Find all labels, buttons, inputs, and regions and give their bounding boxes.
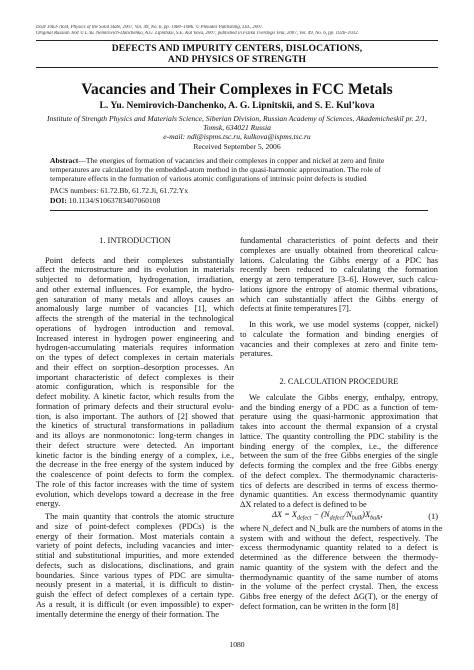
abstract-line: —The energies of formation of vacancies and their complexes in copper and nickel at zero and finite bbox=[78, 156, 385, 165]
text-line: Point defects and their complexes substantially bbox=[45, 255, 234, 265]
text-line: which can substantially affect the Gibbs energy of bbox=[240, 294, 438, 304]
text-line: of the defect complex. The thermodynamic characteris- bbox=[240, 470, 438, 480]
text-line: operations of hydrogen introduction and removal. bbox=[36, 323, 234, 333]
text-line: and other external influences. For example, the hydro- bbox=[36, 284, 234, 294]
text-line: and their effect on sorption–desorption processes. An bbox=[36, 362, 234, 372]
text-line: Gibbs free energy of the defect ΔG(T), or the energy of bbox=[240, 592, 438, 601]
text-line: tics of defects are described in terms of excess thermo- bbox=[240, 480, 438, 490]
text-line: affects the strength of the material in the technological bbox=[36, 314, 234, 323]
text-line: stitial and substitutional impurities, and more extended bbox=[36, 551, 234, 560]
text-line: thermodynamic quantity of the same number of atoms bbox=[240, 572, 438, 582]
text-line: between the sum of the free Gibbs energies of the single bbox=[240, 451, 438, 461]
right-column bbox=[240, 236, 443, 612]
text-line: In this work, we use model systems (copper, nickel) bbox=[249, 320, 438, 329]
text-line: namic quantity of the system with the defect and the bbox=[240, 562, 438, 572]
pacs-numbers: PACS numbers: 61.72.Bb, 61.72.Ji, 61.72.Yx bbox=[50, 186, 189, 195]
text-line: takes into account the thermal expansion of a crystal bbox=[240, 422, 438, 431]
text-line: lations. Calculating the Gibbs energy of a PDC has bbox=[240, 255, 438, 265]
text-line: excess thermodynamic quantity related to a defect is bbox=[240, 543, 438, 553]
text-line: recently been reduced to calculating the formation bbox=[240, 265, 438, 275]
text-line: to calculate the formation and binding energies of bbox=[240, 329, 438, 339]
text-line: the kinetics of structural transformations in palladium bbox=[36, 421, 234, 431]
text-line: boundaries. Since various types of PDC are simulta- bbox=[36, 570, 234, 580]
text-line: energy at zero temperature [3–6]. However, such calcu- bbox=[240, 275, 438, 284]
text-line: guish the effect of defect complexes of a certain type. bbox=[36, 590, 234, 599]
abstract-line: temperature effects in the formation of various atomic configurations of intrinsic point defects is studied bbox=[50, 173, 367, 183]
text-line: subjected to deformation, hydrogenation, irradiation, bbox=[36, 275, 234, 284]
left-column bbox=[36, 236, 234, 619]
text-line: their defect structure were detected. An important bbox=[36, 440, 234, 450]
affiliation bbox=[36, 114, 438, 142]
text-line: and its alloys are nonmonotonic: long-term changes in bbox=[36, 431, 234, 440]
text-line: gen saturation of many metals and alloys causes an bbox=[36, 294, 234, 304]
abstract-divider bbox=[50, 210, 428, 211]
text-line: neously present in a material, it is difficult to distin- bbox=[36, 580, 234, 590]
page-number: 1080 bbox=[229, 640, 245, 649]
text-line: system with and without the defect, respectively. The bbox=[240, 533, 438, 543]
affiliation-line: Institute of Strength Physics and Materials Science, Siberian Division, Russian Academy of Sciences, Akademicheskiĭ pr. 2/1, bbox=[47, 114, 427, 123]
paragraph bbox=[36, 512, 234, 619]
received-date: Received September 5, 2006 bbox=[193, 142, 281, 151]
text-line: evolution, which develops toward a decrease in the free bbox=[36, 489, 234, 499]
text-line: ΔX related to a defect is defined to be bbox=[240, 500, 367, 509]
running-header-line: Original Russian Text © L.Yu. Nemirovich-Danchenko, A.G. Lipnitskii, S.E. Kul’kova, 2007, published in Fizika Tverdogo Tela, 2007, Vol. 49, No. 6, pp. 1026–1032. bbox=[36, 31, 359, 36]
article-authors: L. Yu. Nemirovich-Danchenko, A. G. Lipnitskii, and S. E. Kul’kova bbox=[99, 100, 375, 111]
text-line: energy. bbox=[36, 499, 61, 509]
text-line: defect mobility. A kinetic factor, which results from the bbox=[36, 392, 234, 401]
text-line: and size of point-defect complexes (PDCs) is the bbox=[36, 521, 234, 531]
text-line: fundamental characteristics of point defects and their bbox=[240, 236, 438, 245]
text-line: variety of point defects, including vacancies and inter- bbox=[36, 541, 234, 551]
text-line: and the binding energy of a PDC as a function of tem- bbox=[240, 402, 438, 412]
equation-1 bbox=[240, 510, 438, 524]
section-heading-line: DEFECTS AND IMPURITY CENTERS, DISLOCATIONS, bbox=[111, 43, 363, 54]
abstract-label: Abstract bbox=[50, 156, 79, 165]
text-line: anomalously large number of vacancies [1], which bbox=[36, 304, 234, 314]
text-line: The main quantity that controls the atomic structure bbox=[45, 512, 234, 521]
text-line: tion, is also important. The authors of [2] showed that bbox=[36, 411, 234, 421]
text-line: the decrease in the free energy of the system induced by bbox=[36, 460, 234, 470]
text-line: As a result, it is difficult (or even impossible) to exper- bbox=[36, 599, 234, 609]
text-line: imentally determine the energy of their formation. The bbox=[36, 609, 219, 619]
text-line: defects forming the complex and the free Gibbs energy bbox=[240, 461, 438, 470]
section-heading-calculation: 2. CALCULATION PROCEDURE bbox=[279, 377, 399, 386]
doi-label: DOI: bbox=[50, 196, 67, 205]
text-line: lations ignore the entropy of atomic thermal vibrations, bbox=[240, 284, 438, 294]
abstract-line: temperatures are calculated by the embedded-atom method in the quasi-harmonic approximation. The role of bbox=[50, 164, 381, 174]
text-line: the coalescence of point defects to form the complex. bbox=[36, 470, 234, 479]
section-heading-introduction: 1. INTRODUCTION bbox=[99, 236, 171, 245]
paragraph bbox=[240, 236, 438, 314]
text-line: defects at finite temperatures [7]. bbox=[240, 304, 351, 314]
text-line: lattice. The quantity controlling the PDC stability is the bbox=[240, 431, 438, 441]
text-line: We calculate the Gibbs energy, enthalpy, entropy, bbox=[249, 392, 438, 402]
doi bbox=[50, 196, 428, 205]
text-line: affect the microstructure and its evolution in materials bbox=[36, 265, 234, 275]
text-line: formation of primary defects and their structural evolu- bbox=[36, 401, 234, 411]
text-line: important characteristic of defect complexes is their bbox=[36, 372, 234, 382]
text-line: peratures. bbox=[240, 349, 273, 359]
text-line: kinetic factor is the binding energy of a complex, i.e., bbox=[36, 450, 234, 460]
running-header-line: ISSN 1063-7834, Physics of the Solid State, 2007, Vol. 49, No. 6, pp. 1080–1086. © Pleiades Publishing, Ltd., 2007. bbox=[36, 25, 264, 30]
text-line: defect formation, can be written in the form [8] bbox=[240, 601, 399, 611]
affiliation-line: Tomsk, 634021 Russia bbox=[203, 123, 271, 133]
text-line: Increased interest in hydrogen power engineering and bbox=[36, 333, 234, 343]
header-rule-bottom bbox=[36, 67, 438, 68]
text-line: complexes are usually obtained from theoretical calcu- bbox=[240, 245, 438, 255]
text-line: defects, such as dislocations, disclinations, and grain bbox=[36, 560, 234, 570]
text-line: dynamic quantities. An excess thermodynamic quantity bbox=[240, 490, 438, 500]
section-heading-line: AND PHYSICS OF STRENGTH bbox=[167, 54, 307, 65]
text-line: vacancies and their complexes at zero and finite tem- bbox=[240, 339, 438, 349]
article-title: Vacancies and Their Complexes in FCC Metals bbox=[81, 81, 393, 98]
text-line: energy of their formation. Most materials contain a bbox=[36, 531, 234, 541]
paragraph bbox=[240, 523, 443, 612]
text-line: The role of this factor increases with the time of system bbox=[36, 479, 234, 489]
doi-value: 10.1134/S1063783407060108 bbox=[68, 196, 161, 205]
header-rule-top bbox=[36, 40, 438, 41]
running-header bbox=[36, 25, 446, 37]
paragraph bbox=[240, 393, 438, 510]
text-line: where N_defect and N_bulk are the numbers of atoms in the bbox=[240, 523, 443, 533]
equation-body: $\Delta X = X_{defect} - (N_{defect}/N_{bulk})X_{bulk}$, bbox=[272, 509, 383, 522]
text-line: atomic configuration, which is responsible for the bbox=[36, 382, 234, 392]
text-line: in the volume of the perfect crystal. Then, the excess bbox=[240, 582, 438, 592]
text-line: binding energy of the complex, i.e., the difference bbox=[240, 441, 438, 451]
journal-section-heading bbox=[36, 43, 438, 65]
text-line: determined as the difference between the thermody- bbox=[240, 553, 438, 562]
equation-number: (1) bbox=[428, 511, 438, 521]
text-line: on the types of defect complexes in certain materials bbox=[36, 353, 234, 362]
paragraph bbox=[36, 256, 234, 510]
paragraph bbox=[240, 320, 438, 359]
text-line: hydrogen-accumulating materials requires information bbox=[36, 343, 234, 353]
text-line: perature using the quasi-harmonic approximation that bbox=[240, 412, 438, 422]
abstract bbox=[50, 157, 428, 184]
contact-email: e-mail: ndl@ispms.tsc.ru, kulkova@ispms.tsc.ru bbox=[163, 132, 311, 142]
